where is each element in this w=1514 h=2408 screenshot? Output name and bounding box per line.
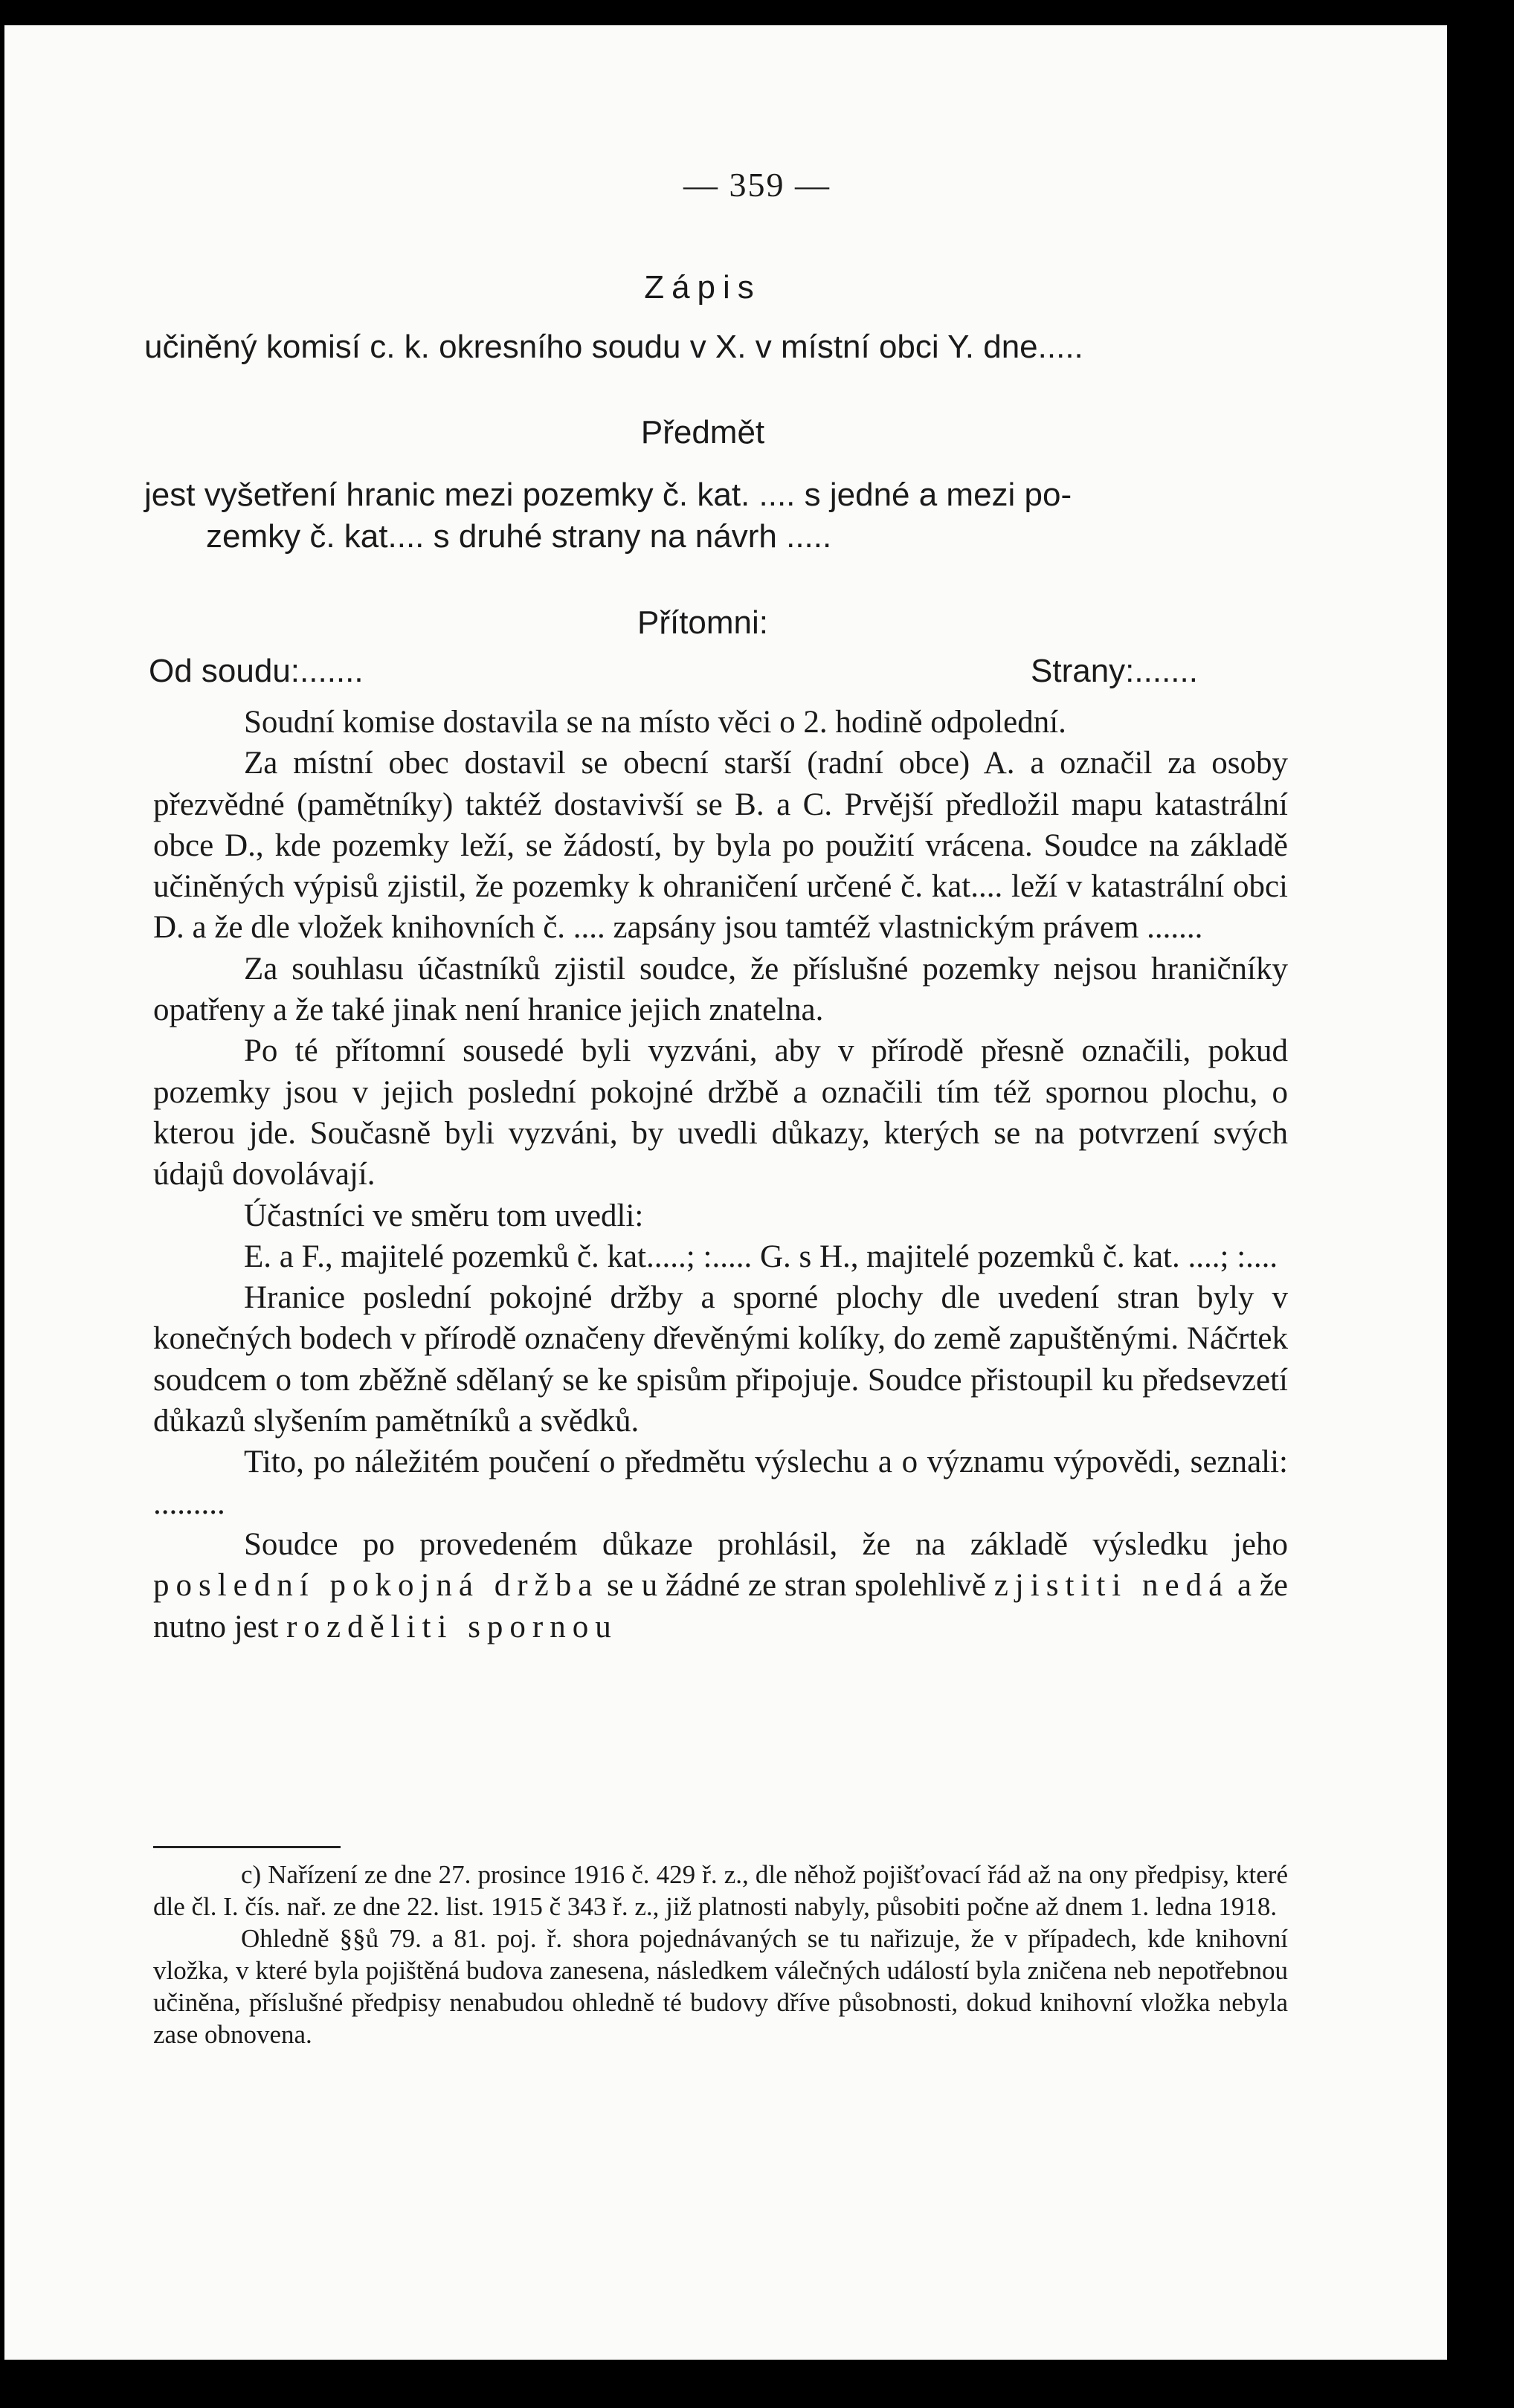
text-run: a že nutno jest [153,1568,1288,1644]
parties-label: Strany:....... [1031,653,1198,689]
text-run: se u žádné ze stran spolehlivě [599,1568,994,1604]
footnotes [153,1859,1288,2050]
paragraph: Tito, po náležitém poučení o předmětu výslechu a o významu výpovědi, seznali: ......... [153,1445,1288,1521]
paragraph: Po té přítomní sousedé byli vyzváni, aby v přírodě přesně označili, pokud pozemky jsou v jejich poslední pokojné držbě a označili tím též spornou plochu, o kterou jde. Současně byli vyzváni, by uvedli důkazy, kterých se na potvrzení svých údajů dovolávají. [153,1033,1288,1192]
paragraph: Účastníci ve směru tom uvedli: [244,1198,644,1233]
paragraph: E. a F., majitelé pozemků č. kat.....; :..... G. s H., majitelé pozemků č. kat. ....; :.... [244,1239,1278,1274]
footnote-divider [153,1846,341,1848]
paragraph: Za místní obec dostavil se obecní starší (radní obce) A. a označil za osoby přezvědné (pamětníky) taktéž dostavivší se B. a C. Prvější předložil mapu katastrální obce D., kde pozemky leží, se žádostí, by byla po použití vrácena. Soudce na základě učiněných výpisů zjistil, že pozemky k ohraničení určené č. kat.... leží v katastrální obci D. a že dle vložek knihovních č. .... zapsány jsou tamtéž vlastnickým právem ....... [153,746,1288,946]
paragraph: Soudní komise dostavila se na místo věci o 2. hodině odpolední. [244,705,1066,740]
scan-border [1447,0,1514,2408]
court-label: Od soudu:....... [149,653,364,689]
spaced-emphasis: rozděliti spornou [286,1609,618,1644]
present-heading: Přítomni: [637,604,769,641]
subject-line-1: jest vyšetření hranic mezi pozemky č. kat. .... s jedné a mezi po- [144,477,1072,513]
document-title: Zápis [644,269,761,306]
footnote: c) Nařízení ze dne 27. prosince 1916 č. 429 ř. z., dle něhož pojišťovací řád až na ony předpisy, které dle čl. I. čís. nař. ze dne 22. list. 1915 č 343 ř. z., již platnosti nabyly, působiti počne až dnem 1. ledna 1918. [153,1860,1288,1921]
footnote: Ohledně §§ů 79. a 81. poj. ř. shora pojednávaných se tu nařizuje, že v případech, kde knihovní vložka, v které byla pojištěná budova zanesena, následkem válečných událostí byla zničena neb nepotřebnou učiněna, příslušné předpisy nenabudou ohledně té budovy dříve působnosti, dokud knihovní vložka nebyla zase obnovena. [153,1924,1288,2049]
subject-line-2: zemky č. kat.... s druhé strany na návrh ..... [206,518,832,555]
spaced-emphasis: poslední pokojná držba [153,1568,599,1604]
paragraph: Za souhlasu účastníků zjistil soudce, že příslušné pozemky nejsou hraničníky opatřeny a že také jinak není hranice jejich znatelna. [153,951,1288,1028]
paragraph: Hranice poslední pokojné držby a sporné plochy dle uvedení stran byly v konečných bodech v přírodě označeny dřevěnými kolíky, do země zapuštěnými. Náčrtek soudcem o tom zběžně sdělaný se ke spisům připojuje. Soudce přistoupil ku předsevzetí důkazů slyšením pamětníků a svědků. [153,1280,1288,1439]
subject-heading: Předmět [640,414,765,451]
body-text [153,702,1288,1647]
page-number: — 359 — [683,166,831,204]
document-subtitle: učiněný komisí c. k. okresního soudu v X. v místní obci Y. dne..... [144,329,1083,365]
text-run: Soudce po provedeném důkaze prohlásil, že na základě výsledku jeho [244,1526,1288,1562]
spaced-emphasis: zjistiti nedá [993,1568,1230,1604]
paragraph-last [153,1524,1288,1647]
